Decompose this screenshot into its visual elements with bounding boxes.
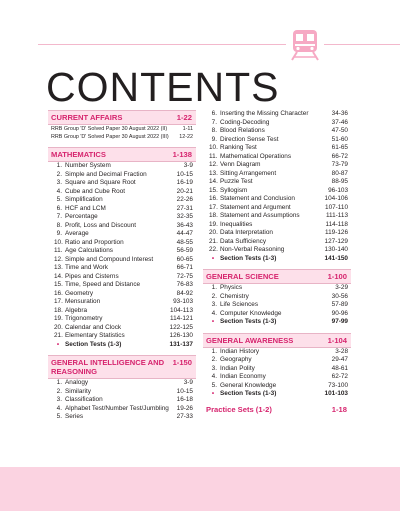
entry-number: 2. [211, 292, 217, 300]
entry-pages: 48-55 [176, 238, 193, 246]
section-pages: 1-22 [176, 113, 192, 122]
toc-entry [203, 119, 351, 128]
toc-entry [203, 178, 351, 187]
header-rule-right [324, 44, 400, 45]
entry-title: Classification [65, 396, 103, 404]
section-title: GENERAL AWARENESS [206, 335, 294, 345]
entry-pages: 16-19 [176, 179, 193, 187]
section-heading [48, 355, 196, 379]
entry-title: Statement and Conclusion [220, 195, 295, 202]
entry-pages: 93-103 [173, 298, 193, 306]
contents-right-column [203, 110, 351, 414]
toc-entry [48, 222, 196, 231]
toc-entry [48, 290, 196, 299]
toc-entry [48, 264, 196, 273]
entry-pages: 27-31 [176, 204, 193, 212]
entry-pages: 22-26 [176, 196, 193, 204]
entry-number: 14. [54, 272, 63, 280]
toc-entry [48, 396, 196, 405]
toc-entry [48, 332, 196, 341]
train-icon [286, 24, 324, 64]
entry-number: 14. [209, 178, 218, 185]
entry-pages: 88-95 [331, 178, 348, 185]
entry-title: Blood Relations [220, 127, 265, 134]
entry-pages: 56-59 [176, 247, 193, 255]
entry-number: 8. [211, 127, 217, 134]
entry-pages: 127-129 [324, 237, 348, 245]
entry-pages: 3-29 [335, 284, 348, 291]
entry-number: 19. [54, 315, 63, 323]
entry-title: Simple and Decimal Fraction [65, 170, 147, 178]
entry-title: Analogy [65, 379, 89, 387]
entry-title: Chemistry [220, 292, 249, 300]
entry-title: Time, Speed and Distance [65, 281, 141, 289]
entry-title: Computer Knowledge [220, 309, 282, 317]
entry-title: General Knowledge [220, 381, 277, 389]
entry-pages: 131-137 [169, 340, 193, 348]
entry-pages: 10-15 [176, 387, 193, 395]
toc-entry [48, 281, 196, 290]
entry-number: 15. [54, 281, 63, 289]
toc-entry [203, 110, 351, 119]
entry-pages: 27-33 [176, 413, 193, 421]
entry-title: Indian History [220, 347, 260, 355]
entry-pages: 3-9 [183, 379, 193, 387]
entry-pages: 3-28 [335, 347, 348, 355]
entry-number: 17. [209, 203, 218, 211]
entry-title: Sitting Arrangement [220, 169, 277, 177]
entry-title: Direction Sense Test [220, 135, 279, 143]
entry-number: 3. [56, 179, 62, 187]
entry-pages: 111-113 [325, 212, 348, 219]
toc-entry [203, 382, 351, 391]
entry-title: Physics [220, 284, 243, 291]
entry-number: 19. [209, 220, 218, 228]
entry-number: 5. [211, 381, 217, 389]
entry-pages: 107-110 [325, 203, 348, 211]
toc-entry [203, 255, 351, 264]
toc-entry [203, 195, 351, 204]
entry-number: 8. [56, 221, 62, 229]
toc-entry [203, 293, 351, 302]
toc-entry [203, 390, 351, 399]
entry-title: Trigonometry [65, 315, 103, 323]
entry-title: Section Tests (1-3) [220, 390, 277, 397]
entry-pages: 104-113 [170, 306, 193, 314]
toc-subentry [48, 133, 196, 141]
toc-entry [48, 162, 196, 171]
header-rule [38, 44, 286, 45]
entry-title: Series [65, 413, 84, 421]
entry-pages: 72-75 [176, 272, 193, 280]
entry-title: RRB Group 'D' Solved Paper 30 August 2022 (II) [51, 126, 168, 132]
entry-title: Statement and Assumptions [220, 212, 300, 219]
entry-pages: 44-47 [176, 230, 193, 238]
entry-number: 17. [54, 298, 63, 306]
entry-title: Puzzle Test [220, 178, 253, 185]
entry-number: 18. [209, 212, 218, 219]
entry-title: Calendar and Clock [65, 323, 122, 331]
toc-entry [48, 388, 196, 397]
entry-number: 7. [56, 213, 62, 221]
section-title: MATHEMATICS [51, 150, 106, 160]
entry-title: Section Tests (1-3) [220, 254, 277, 262]
entry-pages: 90-96 [331, 309, 348, 317]
entry-pages: 1-18 [331, 404, 347, 414]
section-heading [48, 110, 196, 125]
entry-number: 3. [56, 396, 62, 404]
entry-title: Square and Square Root [65, 179, 136, 187]
toc-entry [48, 171, 196, 180]
bullet-marker: • [211, 390, 215, 397]
entry-number: 13. [209, 169, 218, 177]
entry-title: Coding-Decoding [220, 118, 270, 126]
entry-title: Practice Sets (1-2) [206, 404, 272, 414]
toc-entry [203, 310, 351, 319]
entry-number: 2. [56, 170, 62, 178]
entry-title: Data Sufficiency [220, 237, 267, 245]
toc-entry [203, 229, 351, 238]
toc-entry [48, 230, 196, 239]
entry-pages: 122-125 [169, 323, 193, 331]
toc-entry [203, 170, 351, 179]
toc-entry [203, 318, 351, 327]
entry-pages: 32-35 [176, 213, 193, 221]
toc-entry [203, 238, 351, 247]
entry-title: Profit, Loss and Discount [65, 221, 137, 229]
entry-title: Mensuration [65, 298, 101, 306]
toc-entry [48, 256, 196, 265]
entry-pages: 119-126 [325, 229, 348, 236]
entry-pages: 19-26 [176, 404, 193, 412]
entry-title: Indian Economy [220, 373, 266, 380]
toc-entry [48, 239, 196, 248]
entry-pages: 62-72 [331, 373, 348, 380]
entry-number: 18. [54, 306, 63, 314]
entry-pages: 126-130 [169, 332, 193, 340]
footer-band [0, 467, 400, 511]
toc-entry [48, 413, 196, 422]
toc-entry [48, 213, 196, 222]
entry-pages: 20-21 [176, 187, 193, 195]
entry-number: 21. [209, 237, 218, 245]
section-heading [203, 333, 351, 348]
entry-number: 1. [211, 284, 217, 291]
entry-number: 11. [54, 247, 63, 255]
entry-title: Syllogism [220, 186, 248, 194]
toc-entry [48, 179, 196, 188]
toc-entry [203, 212, 351, 221]
entry-title: HCF and LCM [65, 204, 106, 212]
entry-title: Pipes and Cisterns [65, 272, 119, 280]
bullet-marker: • [56, 340, 60, 348]
toc-entry [203, 144, 351, 153]
entry-number: 9. [211, 135, 217, 143]
entry-pages: 141-150 [324, 254, 348, 262]
toc-entry [203, 153, 351, 162]
toc-entry [203, 284, 351, 293]
section-title: CURRENT AFFAIRS [51, 113, 123, 122]
entry-title: Indian Polity [220, 364, 255, 372]
toc-entry [48, 405, 196, 414]
entry-pages: 61-65 [331, 144, 348, 151]
entry-title: Cube and Cube Root [65, 187, 126, 195]
toc-entry [48, 315, 196, 324]
entry-number: 12. [54, 255, 63, 263]
entry-title: Elementary Statistics [65, 332, 125, 340]
entry-number: 12. [209, 161, 218, 168]
entry-title: Ranking Test [220, 144, 257, 151]
entry-number: 2. [211, 356, 217, 363]
toc-entry [48, 205, 196, 214]
entry-number: 20. [209, 229, 218, 236]
entry-pages: 3-9 [183, 162, 193, 170]
entry-pages: 73-100 [328, 381, 348, 389]
entry-title: Statement and Argument [220, 203, 291, 211]
entry-pages: 104-106 [324, 195, 348, 202]
entry-number: 7. [211, 118, 217, 126]
entry-number: 1. [211, 347, 217, 355]
entry-pages: 36-43 [176, 221, 193, 229]
section-pages: 1-150 [172, 358, 192, 368]
toc-entry [203, 127, 351, 136]
entry-title: Non-Verbal Reasoning [220, 246, 285, 253]
entry-title: Alphabet Test/Number Test/Jumbling [65, 404, 169, 412]
entry-number: 3. [211, 364, 217, 372]
entry-pages: 76-83 [176, 281, 193, 289]
entry-pages: 84-92 [176, 289, 193, 297]
entry-pages: 51-60 [331, 135, 348, 143]
entry-number: 10. [54, 238, 63, 246]
entry-pages: 130-140 [324, 246, 348, 253]
entry-number: 13. [54, 264, 63, 272]
toc-entry [48, 379, 196, 388]
section-pages: 1-138 [172, 150, 192, 160]
section-heading [203, 269, 351, 284]
entry-pages: 16-18 [176, 396, 193, 404]
entry-pages: 60-65 [176, 255, 193, 263]
section-pages: 1-100 [327, 272, 347, 281]
toc-entry [48, 324, 196, 333]
entry-title: RRB Group 'D' Solved Paper 30 August 2022 (III) [51, 134, 169, 141]
page-title: CONTENTS [46, 64, 280, 110]
entry-pages: 10-15 [176, 170, 193, 178]
entry-pages: 97-99 [331, 318, 348, 325]
toc-entry [203, 365, 351, 374]
entry-number: 4. [211, 373, 217, 380]
toc-entry [48, 247, 196, 256]
toc-entry [203, 348, 351, 357]
entry-number: 4. [56, 187, 62, 195]
contents-left-column [48, 110, 196, 422]
entry-number: 22. [209, 246, 218, 253]
entry-number: 6. [211, 110, 217, 117]
entry-title: Section Tests (1-3) [220, 318, 277, 325]
entry-title: Percentage [65, 213, 98, 221]
toc-entry [203, 373, 351, 382]
entry-title: Data Interpretation [220, 229, 273, 236]
entry-title: Section Tests (1-3) [65, 340, 122, 348]
entry-title: Number System [65, 162, 111, 170]
entry-pages: 47-50 [331, 127, 348, 134]
entry-pages: 96-103 [328, 186, 348, 194]
toc-entry [203, 136, 351, 145]
entry-pages: 114-118 [325, 220, 348, 228]
entry-title: Simple and Compound Interest [65, 255, 154, 263]
section-heading [48, 147, 196, 162]
entry-title: Inequalities [220, 220, 253, 228]
toc-entry [48, 341, 196, 350]
entry-number: 11. [209, 152, 218, 160]
entry-number: 5. [56, 196, 62, 204]
entry-number: 16. [209, 195, 218, 202]
entry-pages: 80-87 [331, 169, 348, 177]
toc-subentry [48, 125, 196, 133]
section-title: GENERAL INTELLIGENCE AND REASONING [51, 358, 165, 377]
toc-entry [48, 196, 196, 205]
bullet-marker: • [211, 318, 215, 325]
entry-number: 3. [211, 301, 217, 308]
toc-entry [203, 356, 351, 365]
bullet-marker: • [211, 254, 215, 262]
entry-number: 4. [56, 404, 62, 412]
entry-number: 2. [56, 387, 62, 395]
entry-title: Simplification [65, 196, 103, 204]
toc-entry [203, 187, 351, 196]
entry-pages: 30-56 [331, 292, 348, 300]
entry-number: 5. [56, 413, 62, 421]
entry-pages: 101-103 [324, 390, 348, 397]
entry-number: 9. [56, 230, 62, 238]
entry-title: Mathematical Operations [220, 152, 292, 160]
entry-pages: 34-36 [331, 110, 348, 117]
entry-title: Algebra [65, 306, 88, 314]
entry-title: Average [65, 230, 89, 238]
section-pages: 1-104 [327, 335, 347, 345]
entry-title: Time and Work [65, 264, 108, 272]
entry-title: Life Sciences [220, 301, 259, 308]
entry-pages: 37-46 [331, 118, 348, 126]
entry-number: 16. [54, 289, 63, 297]
entry-title: Inserting the Missing Character [220, 110, 309, 117]
entry-pages: 12-22 [179, 134, 193, 141]
entry-number: 15. [209, 186, 218, 194]
toc-entry [203, 301, 351, 310]
entry-pages: 66-72 [331, 152, 348, 160]
entry-number: 21. [54, 332, 63, 340]
toc-entry [203, 161, 351, 170]
entry-title: Ratio and Proportion [65, 238, 124, 246]
toc-entry [203, 204, 351, 213]
entry-title: Venn Diagram [220, 161, 261, 168]
entry-title: Age Calculations [65, 247, 113, 255]
entry-title: Geometry [65, 289, 94, 297]
toc-entry [48, 298, 196, 307]
entry-title: Geography [220, 356, 252, 363]
entry-pages: 114-121 [170, 315, 193, 323]
entry-number: 6. [56, 204, 62, 212]
entry-pages: 29-47 [331, 356, 348, 363]
entry-pages: 66-71 [176, 264, 193, 272]
entry-number: 1. [56, 162, 62, 170]
toc-entry [203, 246, 351, 255]
entry-title: Similarity [65, 387, 91, 395]
toc-entry [48, 307, 196, 316]
entry-number: 1. [56, 379, 62, 387]
entry-pages: 48-61 [331, 364, 348, 372]
practice-sets-entry [203, 405, 351, 414]
toc-entry [203, 221, 351, 230]
section-title: GENERAL SCIENCE [206, 272, 279, 281]
entry-pages: 57-89 [331, 301, 348, 308]
entry-pages: 73-79 [331, 161, 348, 168]
toc-entry [48, 188, 196, 197]
toc-entry [48, 273, 196, 282]
entry-number: 4. [211, 309, 217, 317]
entry-number: 20. [54, 323, 63, 331]
entry-number: 10. [209, 144, 218, 151]
entry-pages: 1-11 [182, 126, 193, 132]
